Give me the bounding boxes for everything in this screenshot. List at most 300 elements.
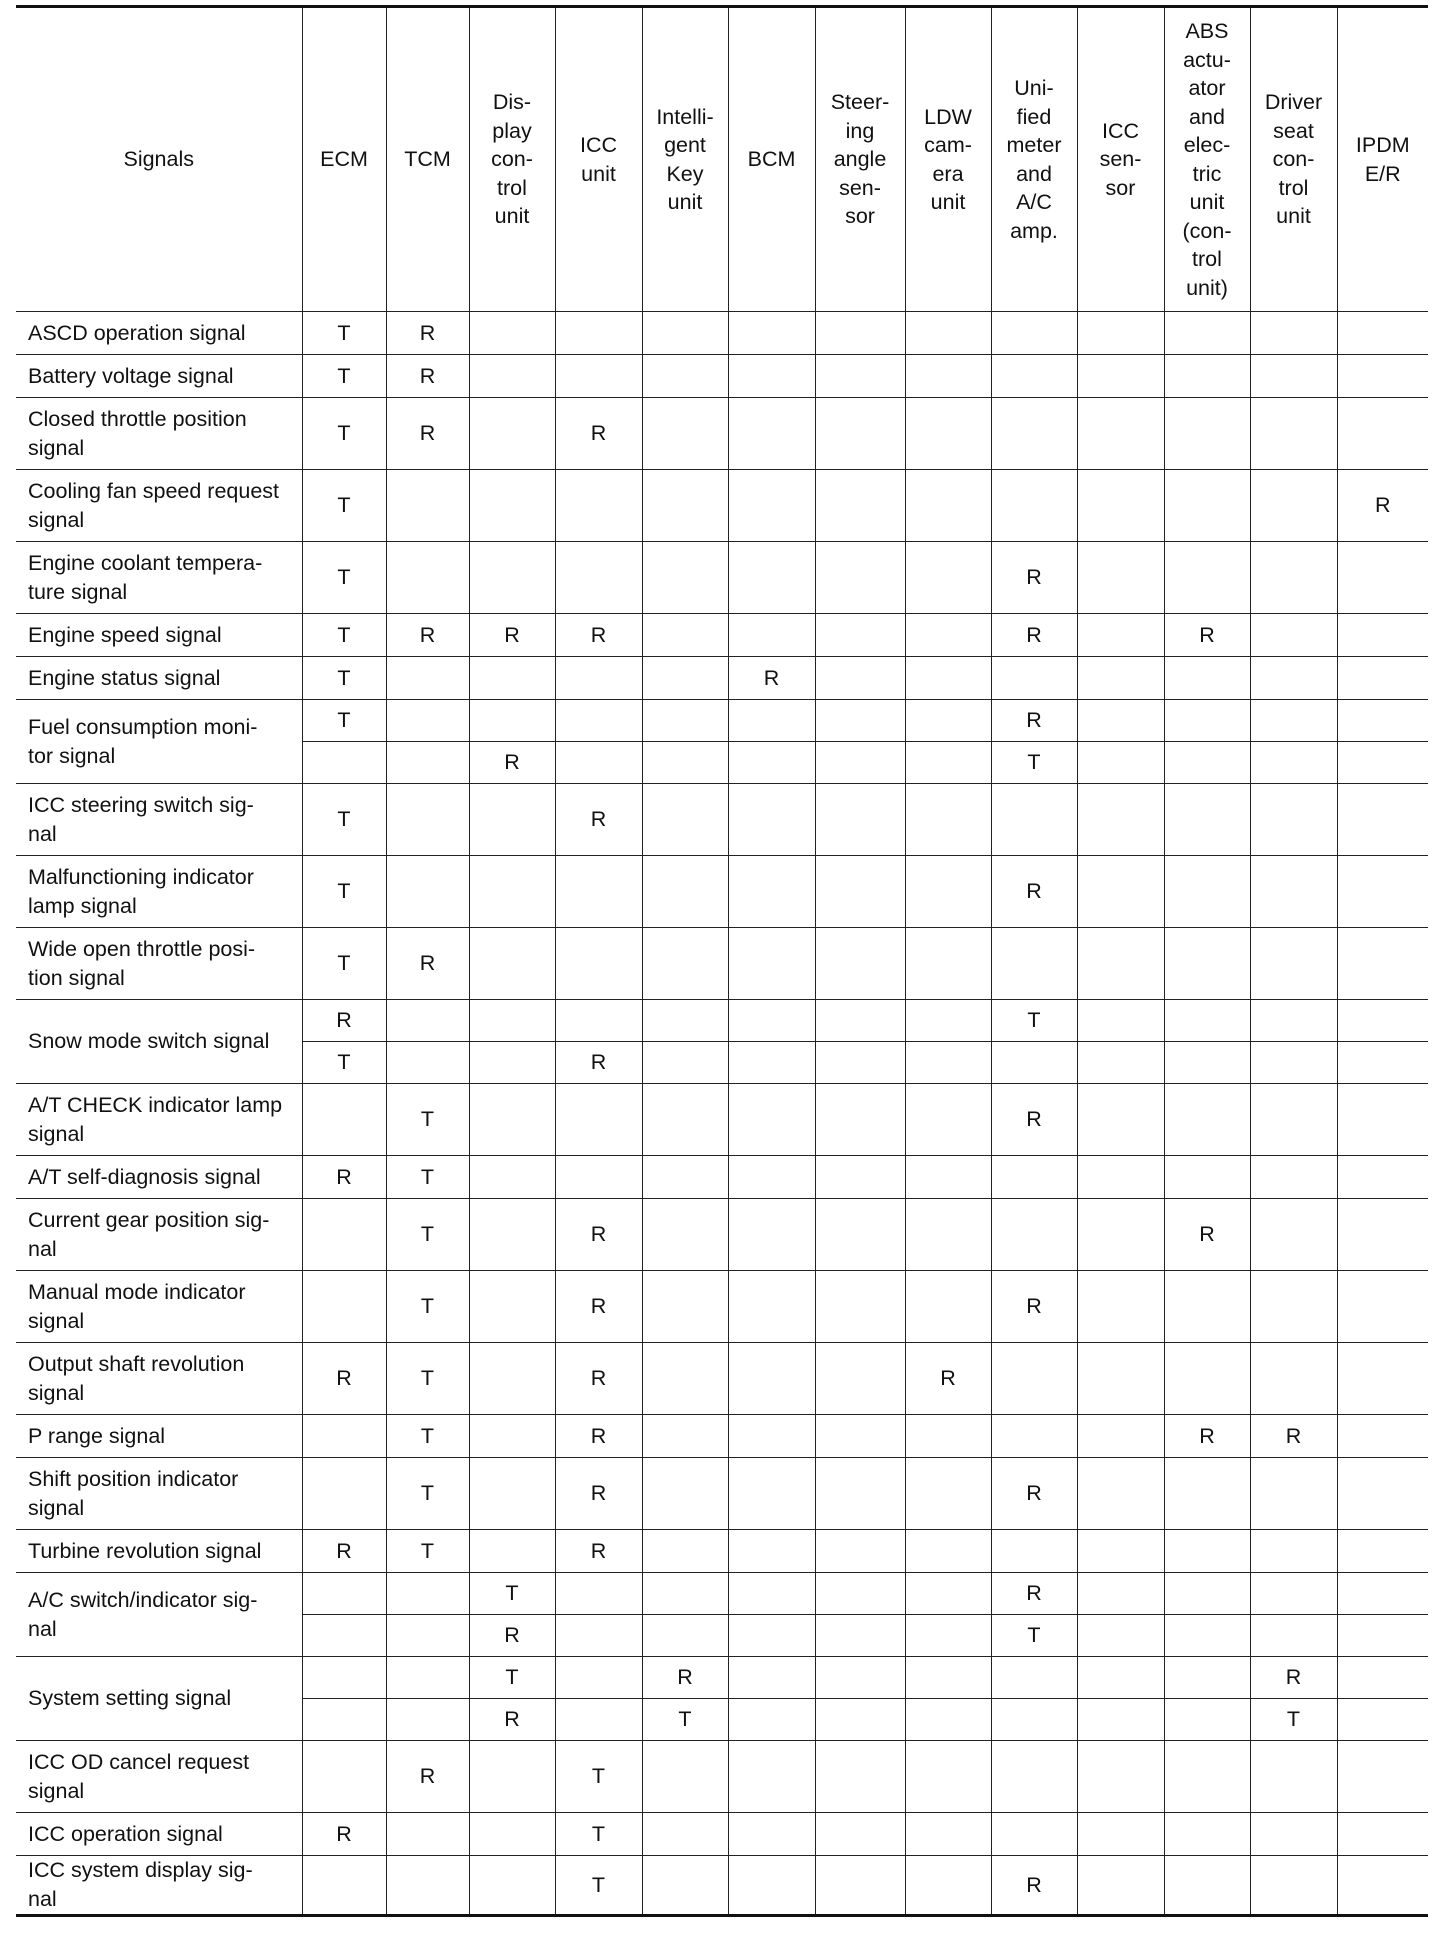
- signal-cell-ldw: [905, 1573, 991, 1615]
- signal-cell-ipdm: [1337, 784, 1428, 856]
- signal-cell-ecm: R: [302, 1530, 386, 1573]
- signal-cell-ipdm: [1337, 1042, 1428, 1084]
- signal-cell-ecm: T: [302, 856, 386, 928]
- signal-cell-steering: [815, 1458, 905, 1530]
- signal-cell-icc-sensor: [1077, 1042, 1164, 1084]
- signal-cell-icc-sensor: [1077, 1741, 1164, 1813]
- signal-cell-display: [469, 355, 555, 398]
- signal-cell-tcm: [386, 542, 469, 614]
- signal-cell-driver-seat: [1250, 1741, 1337, 1813]
- signal-cell-ecm: [302, 1699, 386, 1741]
- signal-cell-driver-seat: [1250, 312, 1337, 355]
- signal-cell-ldw: [905, 1415, 991, 1458]
- signal-cell-ipdm: [1337, 1199, 1428, 1271]
- signal-cell-driver-seat: [1250, 928, 1337, 1000]
- table-row: [16, 1199, 1428, 1271]
- signal-cell-driver-seat: [1250, 542, 1337, 614]
- signal-cell-steering: [815, 1573, 905, 1615]
- table-row: [16, 542, 1428, 614]
- signal-cell-abs: [1164, 312, 1250, 355]
- signal-cell-icc-unit: R: [555, 1042, 642, 1084]
- signal-cell-meter: [991, 1530, 1077, 1573]
- signal-cell-display: [469, 1458, 555, 1530]
- column-header-label: ICC unit: [579, 133, 618, 186]
- signal-cell-ldw: [905, 1615, 991, 1657]
- table-row: [16, 355, 1428, 398]
- signal-cell-ldw: [905, 1699, 991, 1741]
- signal-name: Cooling fan speed request signal: [16, 470, 302, 542]
- signal-cell-ecm: [302, 1271, 386, 1343]
- column-header-ldw: [905, 7, 991, 312]
- signal-cell-bcm: [728, 470, 815, 542]
- column-header-label: Driver seat con- trol unit: [1264, 90, 1323, 229]
- table-row: [16, 1458, 1428, 1530]
- signal-cell-tcm: [386, 1657, 469, 1699]
- table-row: [16, 1000, 1428, 1042]
- signal-cell-icc-unit: R: [555, 398, 642, 470]
- signal-cell-icc-unit: T: [555, 1813, 642, 1856]
- signal-name: P range signal: [16, 1415, 302, 1458]
- signal-cell-steering: [815, 355, 905, 398]
- signal-cell-ipdm: [1337, 1156, 1428, 1199]
- signal-cell-steering: [815, 1343, 905, 1415]
- signal-cell-steering: [815, 1042, 905, 1084]
- signal-cell-display: [469, 856, 555, 928]
- signal-cell-driver-seat: [1250, 856, 1337, 928]
- signal-cell-ldw: R: [905, 1343, 991, 1415]
- signal-cell-display: [469, 1156, 555, 1199]
- signal-cell-icc-sensor: [1077, 1657, 1164, 1699]
- column-header-driver-seat: [1250, 7, 1337, 312]
- table-row: [16, 700, 1428, 742]
- signal-cell-ldw: [905, 1530, 991, 1573]
- signal-cell-abs: [1164, 742, 1250, 784]
- column-header-label: LDW cam- era unit: [924, 104, 972, 214]
- signal-cell-tcm: T: [386, 1084, 469, 1156]
- signal-cell-display: [469, 1741, 555, 1813]
- signal-cell-icc-unit: [555, 355, 642, 398]
- signal-cell-intelligent-key: [642, 312, 728, 355]
- signal-cell-ipdm: [1337, 1084, 1428, 1156]
- signal-cell-abs: [1164, 1699, 1250, 1741]
- signal-cell-ldw: [905, 1458, 991, 1530]
- signal-cell-display: [469, 312, 555, 355]
- signal-cell-ipdm: [1337, 312, 1428, 355]
- signal-cell-meter: [991, 928, 1077, 1000]
- signal-cell-display: [469, 1415, 555, 1458]
- signal-cell-intelligent-key: [642, 355, 728, 398]
- column-header-signals: [16, 7, 302, 312]
- signal-name: A/C switch/indicator sig- nal: [16, 1573, 302, 1657]
- signal-cell-ecm: T: [302, 355, 386, 398]
- signal-cell-steering: [815, 856, 905, 928]
- signal-cell-display: [469, 1271, 555, 1343]
- signal-cell-abs: [1164, 1657, 1250, 1699]
- signal-cell-steering: [815, 542, 905, 614]
- column-header-label: ABS actu- ator and elec- tric unit (con- trol unit): [1182, 19, 1232, 300]
- signal-cell-ldw: [905, 542, 991, 614]
- table-row: [16, 614, 1428, 657]
- signal-cell-ipdm: [1337, 1415, 1428, 1458]
- signal-cell-ecm: [302, 1573, 386, 1615]
- signal-cell-meter: [991, 1042, 1077, 1084]
- signal-cell-meter: T: [991, 742, 1077, 784]
- signal-cell-ldw: [905, 928, 991, 1000]
- column-header-label: BCM: [747, 147, 796, 172]
- signal-cell-steering: [815, 1856, 905, 1916]
- signal-cell-abs: [1164, 1042, 1250, 1084]
- signal-cell-intelligent-key: [642, 1615, 728, 1657]
- signal-cell-abs: [1164, 856, 1250, 928]
- signal-cell-tcm: [386, 1615, 469, 1657]
- signal-cell-ecm: R: [302, 1156, 386, 1199]
- signal-cell-intelligent-key: [642, 1856, 728, 1916]
- signal-cell-ipdm: [1337, 1458, 1428, 1530]
- signal-cell-abs: R: [1164, 614, 1250, 657]
- signal-cell-meter: R: [991, 1084, 1077, 1156]
- signal-cell-ecm: T: [302, 614, 386, 657]
- signal-cell-steering: [815, 742, 905, 784]
- signal-cell-ldw: [905, 1199, 991, 1271]
- signal-cell-meter: [991, 784, 1077, 856]
- signal-cell-bcm: [728, 856, 815, 928]
- signal-cell-bcm: [728, 928, 815, 1000]
- signal-cell-steering: [815, 1813, 905, 1856]
- signal-cell-ipdm: [1337, 1000, 1428, 1042]
- signal-cell-tcm: [386, 470, 469, 542]
- signal-cell-meter: R: [991, 542, 1077, 614]
- signal-cell-driver-seat: [1250, 1573, 1337, 1615]
- signal-cell-abs: [1164, 657, 1250, 700]
- signal-cell-tcm: [386, 742, 469, 784]
- signal-cell-meter: [991, 1343, 1077, 1415]
- signal-cell-icc-unit: R: [555, 1343, 642, 1415]
- signal-cell-driver-seat: [1250, 1156, 1337, 1199]
- signal-cell-ecm: T: [302, 700, 386, 742]
- signal-cell-ldw: [905, 856, 991, 928]
- signal-cell-icc-sensor: [1077, 1271, 1164, 1343]
- signal-cell-tcm: R: [386, 312, 469, 355]
- signal-cell-ipdm: [1337, 1343, 1428, 1415]
- signal-cell-icc-unit: [555, 1084, 642, 1156]
- signal-cell-icc-unit: T: [555, 1741, 642, 1813]
- signal-cell-bcm: [728, 1271, 815, 1343]
- signal-cell-ipdm: [1337, 1813, 1428, 1856]
- signal-cell-icc-unit: [555, 542, 642, 614]
- signal-cell-intelligent-key: [642, 1741, 728, 1813]
- signal-cell-intelligent-key: [642, 614, 728, 657]
- signal-cell-bcm: R: [728, 657, 815, 700]
- signal-cell-icc-sensor: [1077, 784, 1164, 856]
- signal-cell-steering: [815, 1657, 905, 1699]
- signal-cell-icc-sensor: [1077, 1156, 1164, 1199]
- signal-cell-steering: [815, 1199, 905, 1271]
- signal-cell-ldw: [905, 398, 991, 470]
- signal-cell-bcm: [728, 1699, 815, 1741]
- signal-cell-ecm: T: [302, 470, 386, 542]
- signal-cell-bcm: [728, 1813, 815, 1856]
- signal-name: Output shaft revolution signal: [16, 1343, 302, 1415]
- signal-cell-abs: R: [1164, 1415, 1250, 1458]
- signal-cell-icc-sensor: [1077, 856, 1164, 928]
- signal-cell-icc-sensor: [1077, 700, 1164, 742]
- signal-cell-ecm: [302, 1084, 386, 1156]
- signal-cell-display: R: [469, 1699, 555, 1741]
- signal-cell-icc-unit: R: [555, 1271, 642, 1343]
- signal-cell-driver-seat: [1250, 1343, 1337, 1415]
- column-header-label: Uni- fied meter and A/C amp.: [1006, 76, 1062, 243]
- signal-name: A/T self-diagnosis signal: [16, 1156, 302, 1199]
- signal-cell-icc-sensor: [1077, 928, 1164, 1000]
- signal-cell-intelligent-key: [642, 657, 728, 700]
- column-header-tcm: [386, 7, 469, 312]
- signal-cell-abs: [1164, 1615, 1250, 1657]
- signal-cell-intelligent-key: [642, 1813, 728, 1856]
- signal-cell-intelligent-key: [642, 1271, 728, 1343]
- signal-cell-steering: [815, 1415, 905, 1458]
- signal-cell-icc-unit: [555, 1657, 642, 1699]
- signal-cell-meter: [991, 398, 1077, 470]
- column-header-icc-sensor: [1077, 7, 1164, 312]
- column-header-label: IPDM E/R: [1355, 133, 1410, 186]
- signal-cell-tcm: R: [386, 398, 469, 470]
- signal-cell-tcm: [386, 700, 469, 742]
- signal-cell-driver-seat: [1250, 1084, 1337, 1156]
- signal-cell-driver-seat: [1250, 657, 1337, 700]
- signal-cell-icc-unit: [555, 1699, 642, 1741]
- signal-cell-icc-sensor: [1077, 614, 1164, 657]
- signal-cell-meter: T: [991, 1615, 1077, 1657]
- signal-cell-ipdm: [1337, 398, 1428, 470]
- signal-cell-icc-unit: [555, 700, 642, 742]
- signal-cell-intelligent-key: [642, 1458, 728, 1530]
- column-header-meter: [991, 7, 1077, 312]
- signal-cell-steering: [815, 1741, 905, 1813]
- signal-cell-intelligent-key: [642, 398, 728, 470]
- signal-cell-ldw: [905, 1741, 991, 1813]
- signal-cell-driver-seat: [1250, 1042, 1337, 1084]
- signal-cell-icc-sensor: [1077, 355, 1164, 398]
- table-row: [16, 784, 1428, 856]
- signal-cell-driver-seat: [1250, 1813, 1337, 1856]
- signal-cell-icc-sensor: [1077, 398, 1164, 470]
- signal-cell-abs: [1164, 928, 1250, 1000]
- signal-cell-ldw: [905, 1657, 991, 1699]
- signal-cell-icc-unit: [555, 1615, 642, 1657]
- signal-cell-driver-seat: [1250, 1856, 1337, 1916]
- signal-cell-ecm: T: [302, 1042, 386, 1084]
- column-header-bcm: [728, 7, 815, 312]
- signal-cell-display: [469, 542, 555, 614]
- signal-cell-abs: [1164, 398, 1250, 470]
- signal-cell-bcm: [728, 1084, 815, 1156]
- signal-cell-display: [469, 1343, 555, 1415]
- signal-name: Shift position indicator signal: [16, 1458, 302, 1530]
- signal-cell-ipdm: R: [1337, 470, 1428, 542]
- signal-cell-ipdm: [1337, 542, 1428, 614]
- signal-cell-ecm: T: [302, 312, 386, 355]
- signal-name: ICC system display sig- nal: [16, 1856, 302, 1916]
- table-row: [16, 1813, 1428, 1856]
- signal-cell-icc-sensor: [1077, 1530, 1164, 1573]
- signal-cell-ipdm: [1337, 700, 1428, 742]
- signal-cell-ipdm: [1337, 1741, 1428, 1813]
- signal-cell-display: [469, 1856, 555, 1916]
- signal-cell-bcm: [728, 1741, 815, 1813]
- signal-cell-meter: [991, 1199, 1077, 1271]
- signal-cell-tcm: [386, 657, 469, 700]
- signal-cell-icc-sensor: [1077, 1813, 1164, 1856]
- signal-cell-display: R: [469, 614, 555, 657]
- signal-cell-icc-sensor: [1077, 542, 1164, 614]
- signal-cell-icc-sensor: [1077, 1000, 1164, 1042]
- signal-cell-ldw: [905, 355, 991, 398]
- signal-cell-steering: [815, 1271, 905, 1343]
- signal-name: A/T CHECK indicator lamp signal: [16, 1084, 302, 1156]
- column-header-label: Steer- ing angle sen- sor: [830, 90, 890, 229]
- signal-cell-abs: [1164, 1000, 1250, 1042]
- signal-cell-tcm: T: [386, 1458, 469, 1530]
- signal-cell-icc-sensor: [1077, 1199, 1164, 1271]
- signal-name: Malfunctioning indicator lamp signal: [16, 856, 302, 928]
- signal-cell-intelligent-key: [642, 784, 728, 856]
- signal-cell-icc-sensor: [1077, 1415, 1164, 1458]
- signal-cell-ldw: [905, 700, 991, 742]
- signal-cell-icc-sensor: [1077, 742, 1164, 784]
- signal-cell-icc-sensor: [1077, 1615, 1164, 1657]
- signal-cell-abs: [1164, 470, 1250, 542]
- signal-cell-display: [469, 784, 555, 856]
- signal-cell-ecm: [302, 1856, 386, 1916]
- signal-cell-ecm: R: [302, 1813, 386, 1856]
- column-header-display: [469, 7, 555, 312]
- signal-cell-ldw: [905, 657, 991, 700]
- signal-cell-driver-seat: [1250, 398, 1337, 470]
- table-row: [16, 1271, 1428, 1343]
- table-row: [16, 470, 1428, 542]
- signal-cell-driver-seat: [1250, 784, 1337, 856]
- table-header: [16, 7, 1428, 312]
- signal-cell-intelligent-key: [642, 542, 728, 614]
- signal-cell-bcm: [728, 1343, 815, 1415]
- table-row: [16, 928, 1428, 1000]
- table-row: [16, 1530, 1428, 1573]
- signal-cell-tcm: [386, 1699, 469, 1741]
- signal-cell-icc-unit: R: [555, 614, 642, 657]
- signal-cell-meter: R: [991, 1271, 1077, 1343]
- signal-cell-display: [469, 470, 555, 542]
- column-header-abs: [1164, 7, 1250, 312]
- signal-cell-bcm: [728, 1000, 815, 1042]
- signal-cell-icc-unit: [555, 1573, 642, 1615]
- signal-cell-ldw: [905, 1271, 991, 1343]
- signal-cell-bcm: [728, 1856, 815, 1916]
- signal-cell-abs: [1164, 1813, 1250, 1856]
- signal-cell-ipdm: [1337, 1271, 1428, 1343]
- signal-cell-icc-unit: T: [555, 1856, 642, 1916]
- signal-cell-abs: [1164, 1856, 1250, 1916]
- table-row: [16, 1856, 1428, 1916]
- signal-cell-ipdm: [1337, 355, 1428, 398]
- signal-cell-ipdm: [1337, 928, 1428, 1000]
- can-signal-table: [16, 5, 1428, 1917]
- signal-name: Manual mode indicator signal: [16, 1271, 302, 1343]
- table-row: [16, 1657, 1428, 1699]
- signal-cell-icc-unit: R: [555, 1458, 642, 1530]
- signal-cell-ecm: [302, 1458, 386, 1530]
- signal-cell-steering: [815, 1615, 905, 1657]
- table-row: [16, 398, 1428, 470]
- signal-cell-ecm: R: [302, 1343, 386, 1415]
- signal-cell-ipdm: [1337, 1573, 1428, 1615]
- signal-cell-ecm: R: [302, 1000, 386, 1042]
- signal-cell-ecm: [302, 1741, 386, 1813]
- signal-cell-display: [469, 398, 555, 470]
- signal-cell-meter: R: [991, 614, 1077, 657]
- signal-cell-abs: [1164, 355, 1250, 398]
- signal-cell-meter: [991, 1156, 1077, 1199]
- signal-cell-abs: [1164, 1156, 1250, 1199]
- signal-cell-ipdm: [1337, 614, 1428, 657]
- signal-cell-ipdm: [1337, 856, 1428, 928]
- signal-cell-steering: [815, 614, 905, 657]
- signal-cell-meter: [991, 470, 1077, 542]
- signal-cell-steering: [815, 1156, 905, 1199]
- signal-name: Wide open throttle posi- tion signal: [16, 928, 302, 1000]
- signal-cell-display: [469, 1813, 555, 1856]
- signal-cell-ipdm: [1337, 1530, 1428, 1573]
- signal-cell-ecm: T: [302, 542, 386, 614]
- column-header-label: ECM: [320, 147, 368, 172]
- signal-cell-tcm: T: [386, 1199, 469, 1271]
- signal-cell-intelligent-key: [642, 1084, 728, 1156]
- signal-cell-tcm: R: [386, 355, 469, 398]
- column-header-intelligent-key: [642, 7, 728, 312]
- signal-cell-intelligent-key: [642, 1156, 728, 1199]
- signal-cell-tcm: [386, 1042, 469, 1084]
- signal-cell-icc-sensor: [1077, 1343, 1164, 1415]
- signal-cell-icc-unit: R: [555, 1199, 642, 1271]
- signal-name: Battery voltage signal: [16, 355, 302, 398]
- signal-cell-driver-seat: [1250, 1530, 1337, 1573]
- signal-cell-icc-unit: R: [555, 1415, 642, 1458]
- signal-cell-abs: [1164, 542, 1250, 614]
- signal-cell-display: [469, 1042, 555, 1084]
- signal-cell-ldw: [905, 614, 991, 657]
- signal-cell-tcm: [386, 784, 469, 856]
- signal-cell-ecm: [302, 1657, 386, 1699]
- signal-cell-icc-sensor: [1077, 1856, 1164, 1916]
- signal-cell-tcm: [386, 1813, 469, 1856]
- signal-cell-driver-seat: R: [1250, 1415, 1337, 1458]
- signal-name: ICC steering switch sig- nal: [16, 784, 302, 856]
- table-row: [16, 312, 1428, 355]
- signal-cell-ipdm: [1337, 657, 1428, 700]
- signal-cell-ldw: [905, 784, 991, 856]
- signal-cell-icc-unit: R: [555, 1530, 642, 1573]
- signal-cell-ecm: [302, 1615, 386, 1657]
- signal-cell-icc-unit: R: [555, 784, 642, 856]
- signal-cell-bcm: [728, 614, 815, 657]
- signal-name: System setting signal: [16, 1657, 302, 1741]
- signal-cell-driver-seat: [1250, 355, 1337, 398]
- signal-cell-ecm: T: [302, 398, 386, 470]
- signal-cell-steering: [815, 1000, 905, 1042]
- signal-cell-ldw: [905, 312, 991, 355]
- signal-cell-icc-sensor: [1077, 1084, 1164, 1156]
- column-header-label: Intelli- gent Key unit: [656, 104, 714, 214]
- signal-cell-driver-seat: [1250, 470, 1337, 542]
